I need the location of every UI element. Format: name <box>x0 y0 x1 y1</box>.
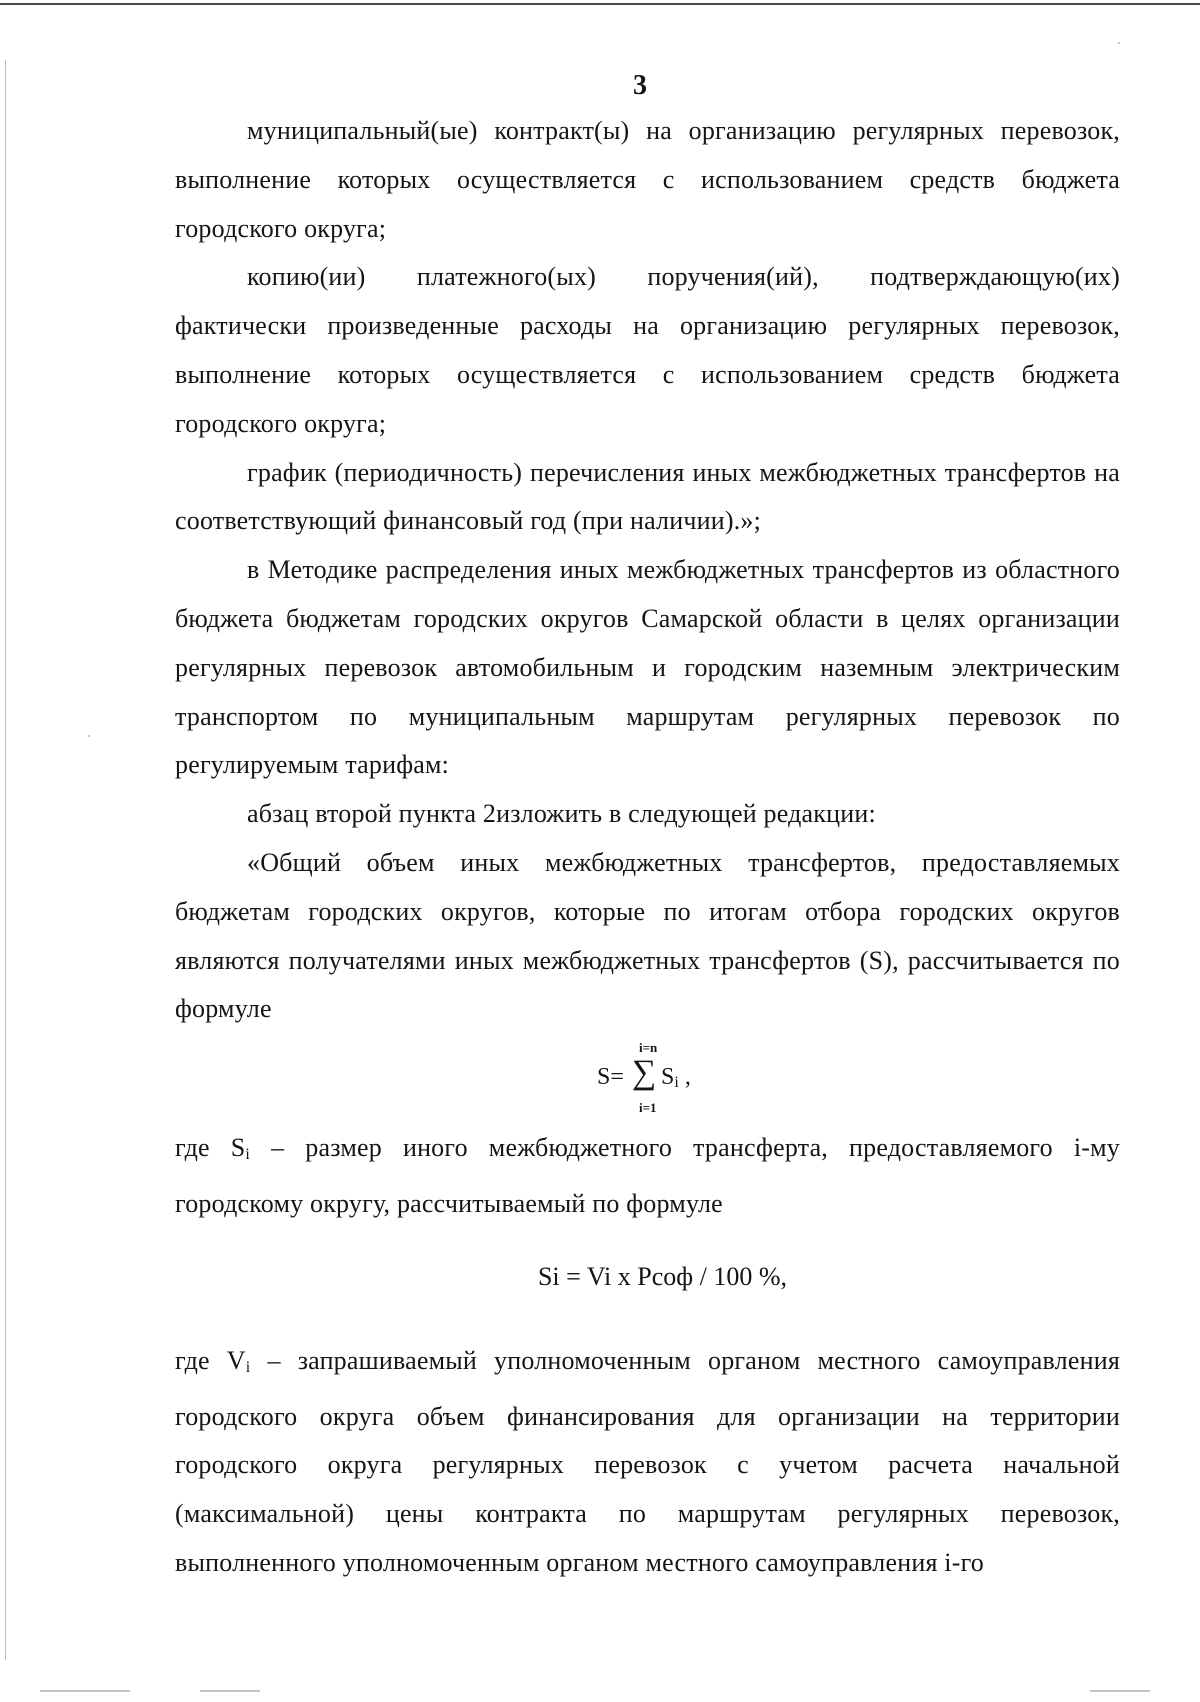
sum-trailing-comma: , <box>684 1064 691 1091</box>
paragraph-total-volume: «Общий объем иных межбюджетных трансфертов, предоставляемых бюджетам городских округов, которые по итогам отбора городских округов являются получателями иных межбюджетных трансфертов (S), рассчитывается по формуле <box>175 847 1120 1024</box>
sum-lower-limit: i=1 <box>639 1100 657 1116</box>
formula-si: Si = Vi x Pсоф / 100 %, <box>537 1261 788 1291</box>
sum-lhs: S= <box>597 1064 624 1091</box>
document-body <box>175 107 1120 1588</box>
scan-speck <box>200 1690 260 1692</box>
scan-speck <box>1090 1690 1150 1692</box>
sum-term-subscript: i <box>674 1074 679 1092</box>
scan-speck <box>1118 42 1120 44</box>
page-number: 3 <box>633 70 647 101</box>
sum-term-symbol: S <box>661 1064 675 1091</box>
paragraph-methodology: в Методике распределения иных межбюджетных трансфертов из областного бюджета бюджетам городских округов Самарской области в целях организации регулярных перевозок автомобильным и городским наземным электрическим транспортом по муниципальным маршрутам регулярных перевозок по регулируемым тарифам: <box>175 555 1120 780</box>
si-text: – размер иного межбюджетного трансферта, предоставляемого i-му городскому округу, рассчитываемый по формуле <box>175 1133 1120 1218</box>
paragraph-schedule: график (периодичность) перечисления иных межбюджетных трансфертов на соответствующий финансовый год (при наличии).»; <box>175 457 1120 536</box>
vi-text: – запрашиваемый уполномоченным органом местного самоуправления городского округа объем финансирования для организации на территории городского округа регулярных перевозок с учетом расчета начальной (максимальной) цены контракта по маршрутам регулярных перевозок, выполненного уполномоченным органом местного самоуправления i-го <box>175 1345 1120 1577</box>
paragraph-vi-definition <box>175 1337 1120 1588</box>
scan-speck <box>40 1690 130 1692</box>
scan-speck <box>88 735 90 737</box>
vi-lead: где V <box>175 1345 246 1375</box>
sigma-symbol: ∑ <box>632 1054 657 1092</box>
paragraph-si-definition <box>175 1124 1120 1229</box>
paragraph-contracts: муниципальный(ые) контракт(ы) на организацию регулярных перевозок, выполнение которых осуществляется с использованием средств бюджета городского округа; <box>175 116 1120 243</box>
formula-sum <box>175 1040 1120 1120</box>
sum-upper-limit: i=n <box>639 1040 658 1056</box>
scan-edge-left <box>5 60 6 1660</box>
sum-expression <box>597 1040 737 1120</box>
si-subscript: i <box>245 1146 251 1164</box>
scan-edge-top <box>0 3 1200 5</box>
vi-subscript: i <box>245 1358 251 1376</box>
sum-term <box>661 1064 691 1092</box>
paragraph-payment-orders: копию(ии) платежного(ых) поручения(ий), подтверждающую(их) фактически произведенные расходы на организацию регулярных перевозок, выполнение которых осуществляется с использованием средств бюджета городского округа; <box>175 262 1120 438</box>
si-lead: где S <box>175 1133 246 1163</box>
paragraph-amendment: абзац второй пункта 2изложить в следующей редакции: <box>247 799 876 829</box>
